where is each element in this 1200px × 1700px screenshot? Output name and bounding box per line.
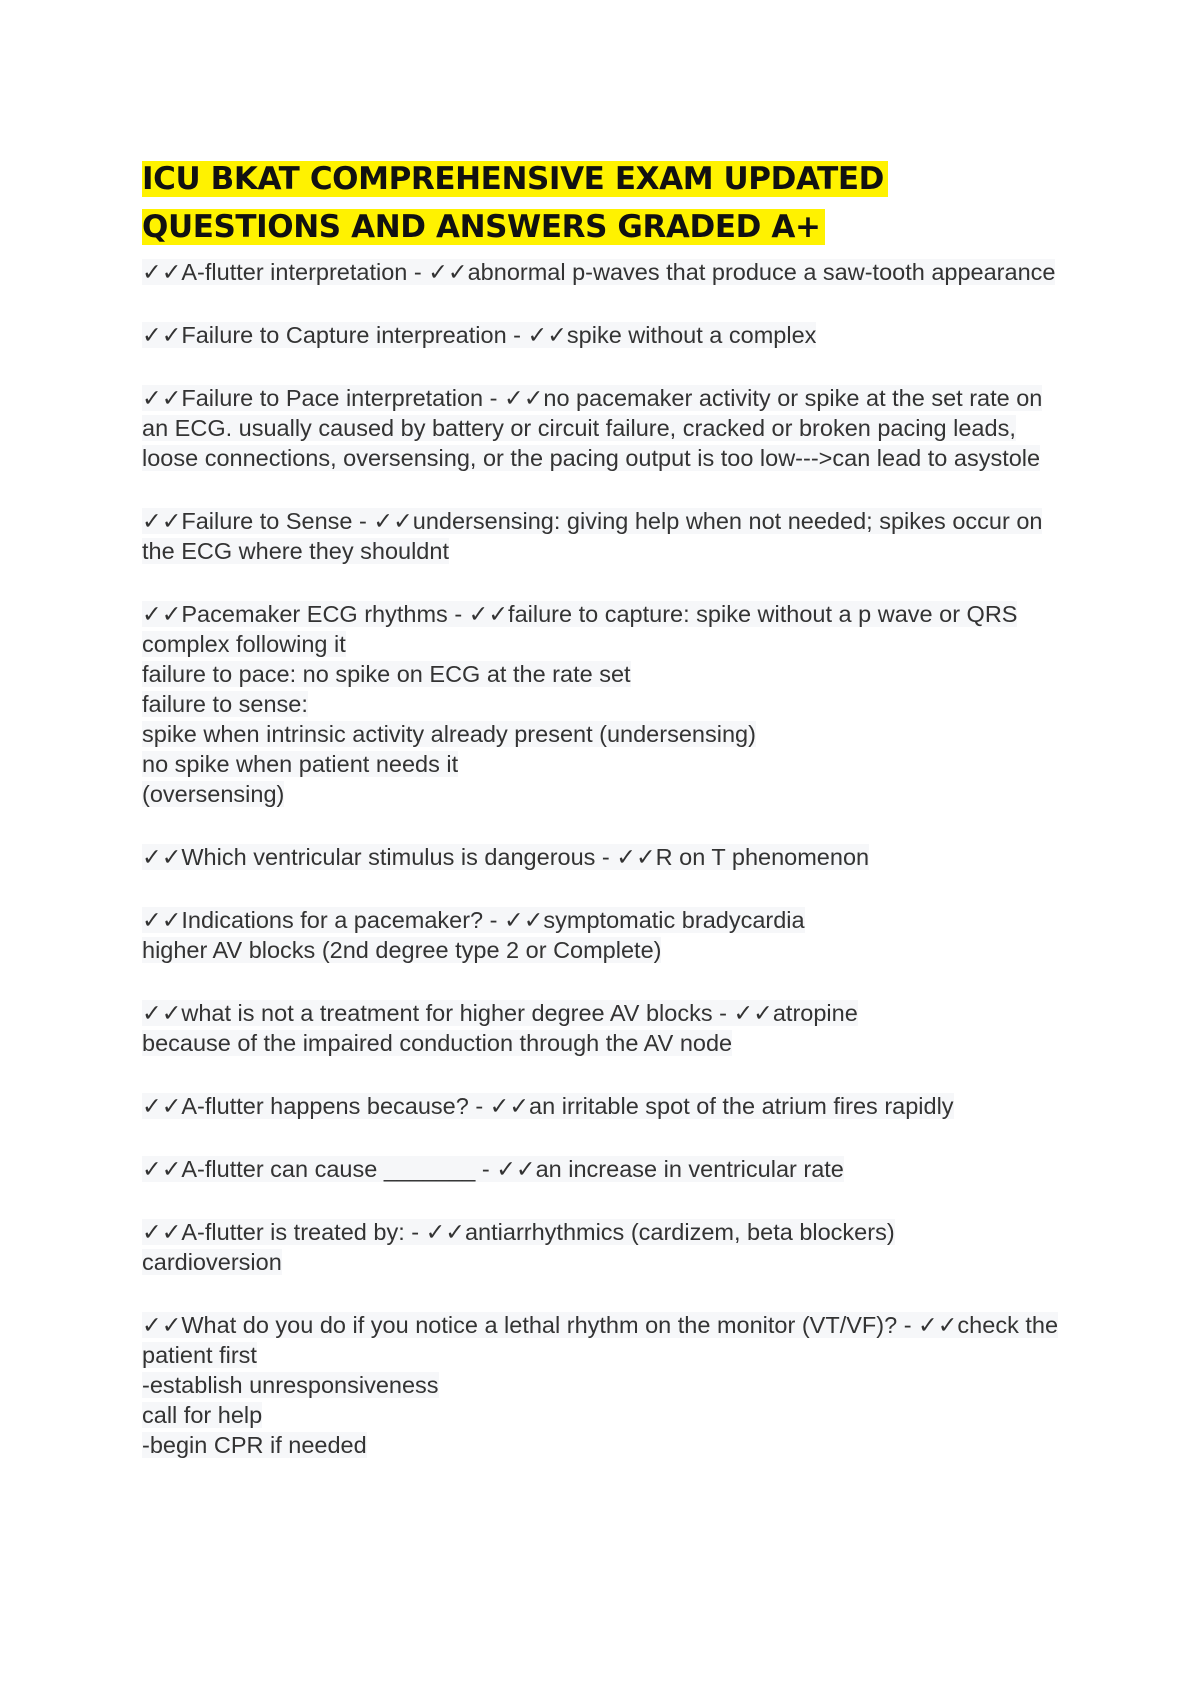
qa-item-8: [142, 998, 1072, 1058]
qa-list: [142, 257, 1072, 1460]
qa-item-9: [142, 1091, 1072, 1121]
qa-item-3: [142, 383, 1072, 473]
qa-item-7: [142, 905, 1072, 965]
qa-item-10: [142, 1154, 1072, 1184]
qa-text: ✓✓Indications for a pacemaker? - ✓✓symptomatic bradycardia higher AV blocks (2nd degree type 2 or Complete): [142, 907, 805, 963]
qa-text: ✓✓A-flutter interpretation - ✓✓abnormal p-waves that produce a saw-tooth appearance: [142, 259, 1056, 285]
qa-text: ✓✓what is not a treatment for higher degree AV blocks - ✓✓atropine because of the impaired conduction through the AV node: [142, 1000, 858, 1056]
qa-text: ✓✓A-flutter can cause _______ - ✓✓an increase in ventricular rate: [142, 1156, 844, 1182]
qa-text: ✓✓What do you do if you notice a lethal rhythm on the monitor (VT/VF)? - ✓✓check the patient first -establish unresponsiveness call for help -begin CPR if needed: [142, 1312, 1059, 1458]
qa-item-1: [142, 257, 1072, 287]
qa-item-2: [142, 320, 1072, 350]
document-body: [142, 155, 1072, 1493]
qa-text: ✓✓Pacemaker ECG rhythms - ✓✓failure to capture: spike without a p wave or QRS complex following it failure to pace: no spike on ECG at the rate set failure to sense: spike when intrinsic activity already present (undersensing) no spike when patient needs it (oversensing): [142, 601, 1018, 807]
document-title: [142, 155, 1072, 251]
qa-item-5: [142, 599, 1072, 809]
qa-text: ✓✓Which ventricular stimulus is dangerous - ✓✓R on T phenomenon: [142, 844, 870, 870]
qa-text: ✓✓Failure to Capture interpreation - ✓✓spike without a complex: [142, 322, 817, 348]
qa-text: ✓✓A-flutter happens because? - ✓✓an irritable spot of the atrium fires rapidly: [142, 1093, 954, 1119]
qa-text: ✓✓Failure to Pace interpretation - ✓✓no pacemaker activity or spike at the set rate on an ECG. usually caused by battery or circuit failure, cracked or broken pacing leads, loose connections, oversensing, or the pacing output is too low--->can lead to asystole: [142, 385, 1043, 471]
qa-item-11: [142, 1217, 1072, 1277]
qa-item-12: [142, 1310, 1072, 1460]
qa-text: ✓✓A-flutter is treated by: - ✓✓antiarrhythmics (cardizem, beta blockers) cardioversion: [142, 1219, 895, 1275]
qa-text: ✓✓Failure to Sense - ✓✓undersensing: giving help when not needed; spikes occur on the ECG where they shouldnt: [142, 508, 1043, 564]
qa-item-6: [142, 842, 1072, 872]
title-highlight: ICU BKAT COMPREHENSIVE EXAM UPDATED QUESTIONS AND ANSWERS GRADED A+: [142, 161, 888, 245]
qa-item-4: [142, 506, 1072, 566]
